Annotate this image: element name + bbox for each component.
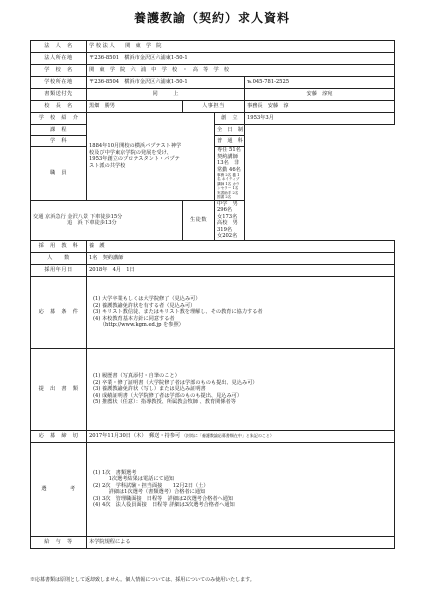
school-name: 関 東 学 院 六 浦 中 学 校 ・ 高 等 学 校 <box>87 65 395 77</box>
deadline-date: 2017年11月30日（木） 郵送・持参可 <box>89 433 181 440</box>
label-corp-name: 法 人 名 <box>31 41 87 53</box>
founded: 1953年3月 <box>245 113 395 125</box>
footer-note: ※応募書類は原則として返却致しません。個人情報については、採用についてのみ使用いたします。 <box>30 577 255 583</box>
send-to-person: 安藤 淳宛 <box>245 89 395 101</box>
students-jh: 中学 男296名 女173名 <box>217 200 238 220</box>
hiring-count: 1名 契約講師 <box>87 252 395 264</box>
label-school-address: 学校所在地 <box>31 77 87 89</box>
label-principal: 校 長 名 <box>31 101 87 113</box>
school-access <box>31 200 183 240</box>
selection-item: (3) 3次 管理職面接 日程等 詳細は2次選考合格者へ通知 <box>93 495 234 502</box>
dept: 普 通 科 <box>215 136 245 147</box>
selection-item: 詳細は1次選考（書類選考）合格者に通知 <box>93 489 206 496</box>
document-item: (2) 卒業・修了証明書（大学院修了者は学部のものも提出、見込み可） <box>93 379 258 386</box>
label-send-to: 書類送付先 <box>31 89 87 101</box>
document-item: (1) 履歴書（写真添付・自筆のこと） <box>93 373 180 380</box>
label-selection: 選 考 <box>31 442 87 536</box>
label-count: 人 数 <box>31 252 87 264</box>
corp-name: 学 校 法 人 関 東 学 院 <box>87 41 395 53</box>
subject: 養 護 <box>87 240 395 252</box>
condition-item: (4) 本校教育基本方針に同意する者 <box>93 315 175 322</box>
label-school-intro: 学 校 紹 介 <box>31 113 87 125</box>
label-dept: 学 科 <box>31 136 87 147</box>
condition-item: （http://www.kgm.ed.jp を参照） <box>93 322 184 329</box>
documents-list <box>87 348 395 430</box>
staff-line-2: 事務 2名 養 1名 ネイティブ講師 1名 カウンセラー 1名 実習助手 2名 図書 2名 <box>217 173 240 200</box>
condition-item: (3) キリスト教信徒、またはキリスト教を理解し、その教育に協力する者 <box>93 309 263 316</box>
label-salary: 給 与 等 <box>31 536 87 548</box>
label-conditions: 応 募 条 件 <box>31 276 87 348</box>
salary: 本学院規程による <box>87 536 395 548</box>
label-staff: 職 員 <box>31 147 87 201</box>
deadline <box>87 430 395 442</box>
staff <box>215 147 245 201</box>
school-intro <box>87 113 215 201</box>
label-deadline: 応 募 締 切 <box>31 430 87 442</box>
school-address: 〒236-8504 横浜市金沢区六浦東1-50-1 <box>87 77 245 89</box>
selection-list <box>87 442 395 536</box>
intro-line: 1953年創立のプロテスタント・バプテ <box>89 156 180 163</box>
selection-item: (1) 1次 書類選考 <box>93 469 137 476</box>
corp-address: 〒236-8501 横浜市金沢区六浦東1-50-1 <box>87 53 395 65</box>
start-date: 2018年 4月 1日 <box>87 264 395 276</box>
label-subject: 採 用 教 科 <box>31 240 87 252</box>
document-item: (5) 推薦状（任意）：指導教授、所属教会牧師 、教育関係者等 <box>93 399 236 406</box>
condition-item: (2) 養護教諭免許状を有する者（見込み可） <box>93 302 196 309</box>
label-founded: 創 立 <box>215 113 245 125</box>
access-line: 追 浜 下車徒歩13分 <box>67 220 117 227</box>
principal-name: 黒畑 勝男 <box>87 101 183 113</box>
staff-line: 専任 51名 契約講師 13名 非常勤 46名 <box>217 147 247 173</box>
label-documents: 提 出 書 類 <box>31 348 87 430</box>
label-start-date: 採用年月日 <box>31 264 87 276</box>
page-title: 養護教諭（契約）求人資料 <box>133 11 290 25</box>
selection-item: (2) 2次 学科試験・担当面接 12月2日（土） <box>93 482 209 489</box>
send-to: 同 上 <box>87 89 245 101</box>
hr-contact: 事務長 安藤 淳 <box>245 101 395 113</box>
school-phone: ℡045-781-2525 <box>245 77 395 89</box>
label-students: 生徒数 <box>183 200 215 240</box>
selection-item: 1次選考結果は電話にて通知 <box>93 476 175 483</box>
students-hs: 高校 男319名 女202名 <box>217 220 238 240</box>
label-corp-address: 法人所在地 <box>31 53 87 65</box>
course: 全 日 制 <box>215 125 245 136</box>
conditions-list <box>87 276 395 348</box>
intro-line: 1884年10月開校の横浜バプテスト神学 <box>89 143 182 150</box>
deadline-note: （封筒に「養護教諭応募書類在中」と朱記のこと） <box>181 433 274 439</box>
label-school-name: 学 校 名 <box>31 65 87 77</box>
condition-item: (1) 大学卒業もしくは大学院修了（見込み可） <box>93 296 201 303</box>
access-line: 交通 京浜急行 金沢八景 下車徒歩15分 <box>33 213 123 220</box>
intro-line: スト派の共学校 <box>89 162 126 169</box>
selection-item: (4) 4次 法人役員面接 日程等 詳細は3次選考合格者へ通知 <box>93 502 235 509</box>
label-hr: 人事担当 <box>183 101 245 113</box>
document-item: (4) 成績証明書（大学院修了者は学部のものも提出、見込み可） <box>93 392 243 399</box>
label-course: 課 程 <box>31 125 87 136</box>
job-info-table <box>30 40 395 549</box>
document-item: (3) 養護教諭免許状（写し）または見込み証明書 <box>93 386 206 393</box>
students <box>215 200 245 240</box>
intro-line: 校及び中学東京学院の発展を受け、 <box>89 149 172 156</box>
